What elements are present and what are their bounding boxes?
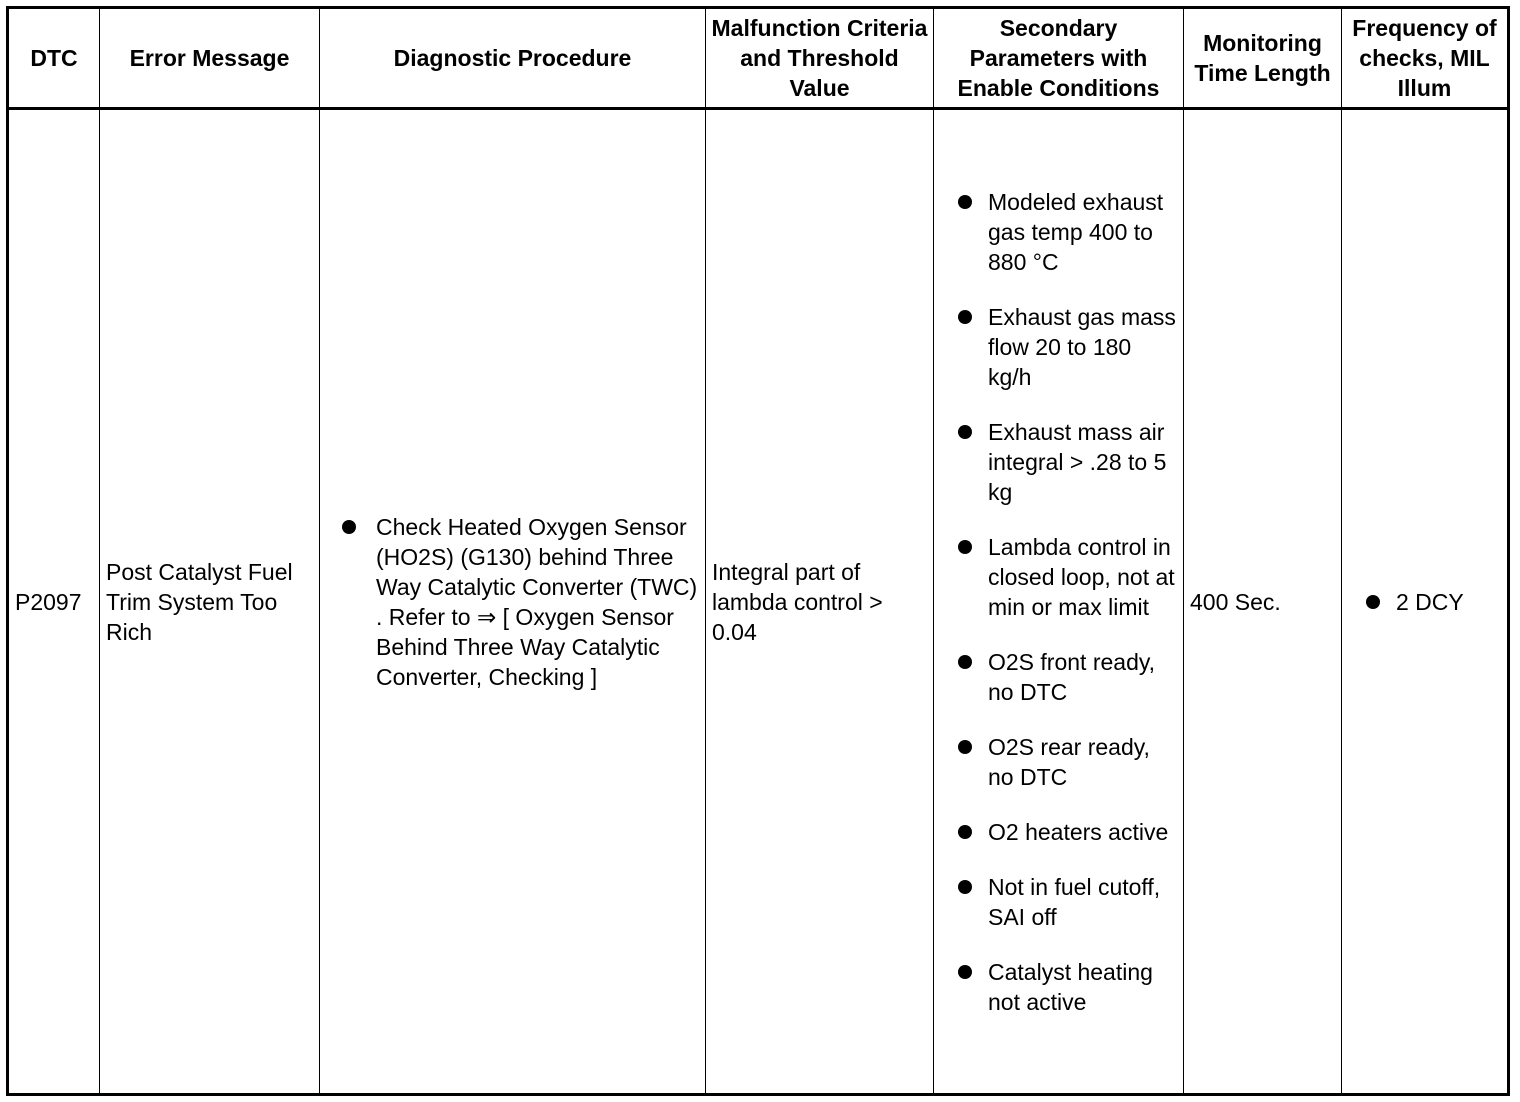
bullet-icon <box>958 880 972 894</box>
frequency-text: 2 DCY <box>1396 588 1464 615</box>
secondary-parameter-text: Not in fuel cutoff, SAI off <box>988 873 1161 930</box>
bullet-icon <box>958 425 972 439</box>
secondary-parameter-text: Exhaust gas mass flow 20 to 180 kg/h <box>988 303 1176 390</box>
bullet-icon <box>958 740 972 754</box>
list-item <box>940 417 1177 507</box>
cell-malfunction-criteria: Integral part of lambda control > 0.04 <box>706 109 934 1095</box>
bullet-icon <box>958 310 972 324</box>
header-frequency: Frequency of checks, MIL Illum <box>1342 8 1509 109</box>
bullet-icon <box>342 520 356 534</box>
dtc-table <box>6 6 1510 1096</box>
header-secondary-parameters: Secondary Parameters with Enable Conditions <box>934 8 1184 109</box>
cell-diagnostic-procedure <box>320 109 706 1095</box>
bullet-icon <box>958 965 972 979</box>
header-malfunction-criteria: Malfunction Criteria and Threshold Value <box>706 8 934 109</box>
secondary-parameter-text: Modeled exhaust gas temp 400 to 880 °C <box>988 188 1164 275</box>
header-error-message: Error Message <box>100 8 320 109</box>
list-item <box>940 732 1177 792</box>
cell-monitoring-time: 400 Sec. <box>1184 109 1342 1095</box>
bullet-icon <box>958 540 972 554</box>
cell-frequency <box>1342 109 1509 1095</box>
secondary-parameter-text: O2 heaters active <box>988 818 1169 845</box>
secondary-parameter-text: Exhaust mass air integral > .28 to 5 kg <box>988 418 1167 505</box>
list-item <box>940 957 1177 1017</box>
cell-dtc: P2097 <box>8 109 100 1095</box>
diagnostic-procedure-list <box>326 512 699 692</box>
header-dtc: DTC <box>8 8 100 109</box>
frequency-list <box>1348 587 1501 617</box>
cell-error-message: Post Catalyst Fuel Trim System Too Rich <box>100 109 320 1095</box>
cell-secondary-parameters <box>934 109 1184 1095</box>
list-item <box>940 532 1177 622</box>
list-item <box>326 512 699 692</box>
secondary-parameter-text: Lambda control in closed loop, not at min or max limit <box>988 533 1175 620</box>
header-diagnostic-procedure: Diagnostic Procedure <box>320 8 706 109</box>
header-monitoring-time: Monitoring Time Length <box>1184 8 1342 109</box>
bullet-icon <box>958 825 972 839</box>
list-item <box>940 647 1177 707</box>
list-item <box>940 302 1177 392</box>
list-item <box>1348 587 1501 617</box>
header-row <box>8 8 1509 109</box>
list-item <box>940 187 1177 277</box>
secondary-parameter-text: O2S rear ready, no DTC <box>988 733 1150 790</box>
bullet-icon <box>1366 595 1380 609</box>
diagnostic-procedure-text: Check Heated Oxygen Sensor (HO2S) (G130) behind Three Way Catalytic Converter (TWC) . Refer to ⇒ [ Oxygen Sensor Behind Three Way Catalytic Converter, Checking ] <box>376 513 698 690</box>
list-item <box>940 872 1177 932</box>
table-row <box>8 109 1509 1095</box>
secondary-parameter-text: Catalyst heating not active <box>988 958 1153 1015</box>
secondary-parameters-list <box>940 187 1177 1017</box>
bullet-icon <box>958 655 972 669</box>
list-item <box>940 817 1177 847</box>
secondary-parameter-text: O2S front ready, no DTC <box>988 648 1156 705</box>
bullet-icon <box>958 195 972 209</box>
